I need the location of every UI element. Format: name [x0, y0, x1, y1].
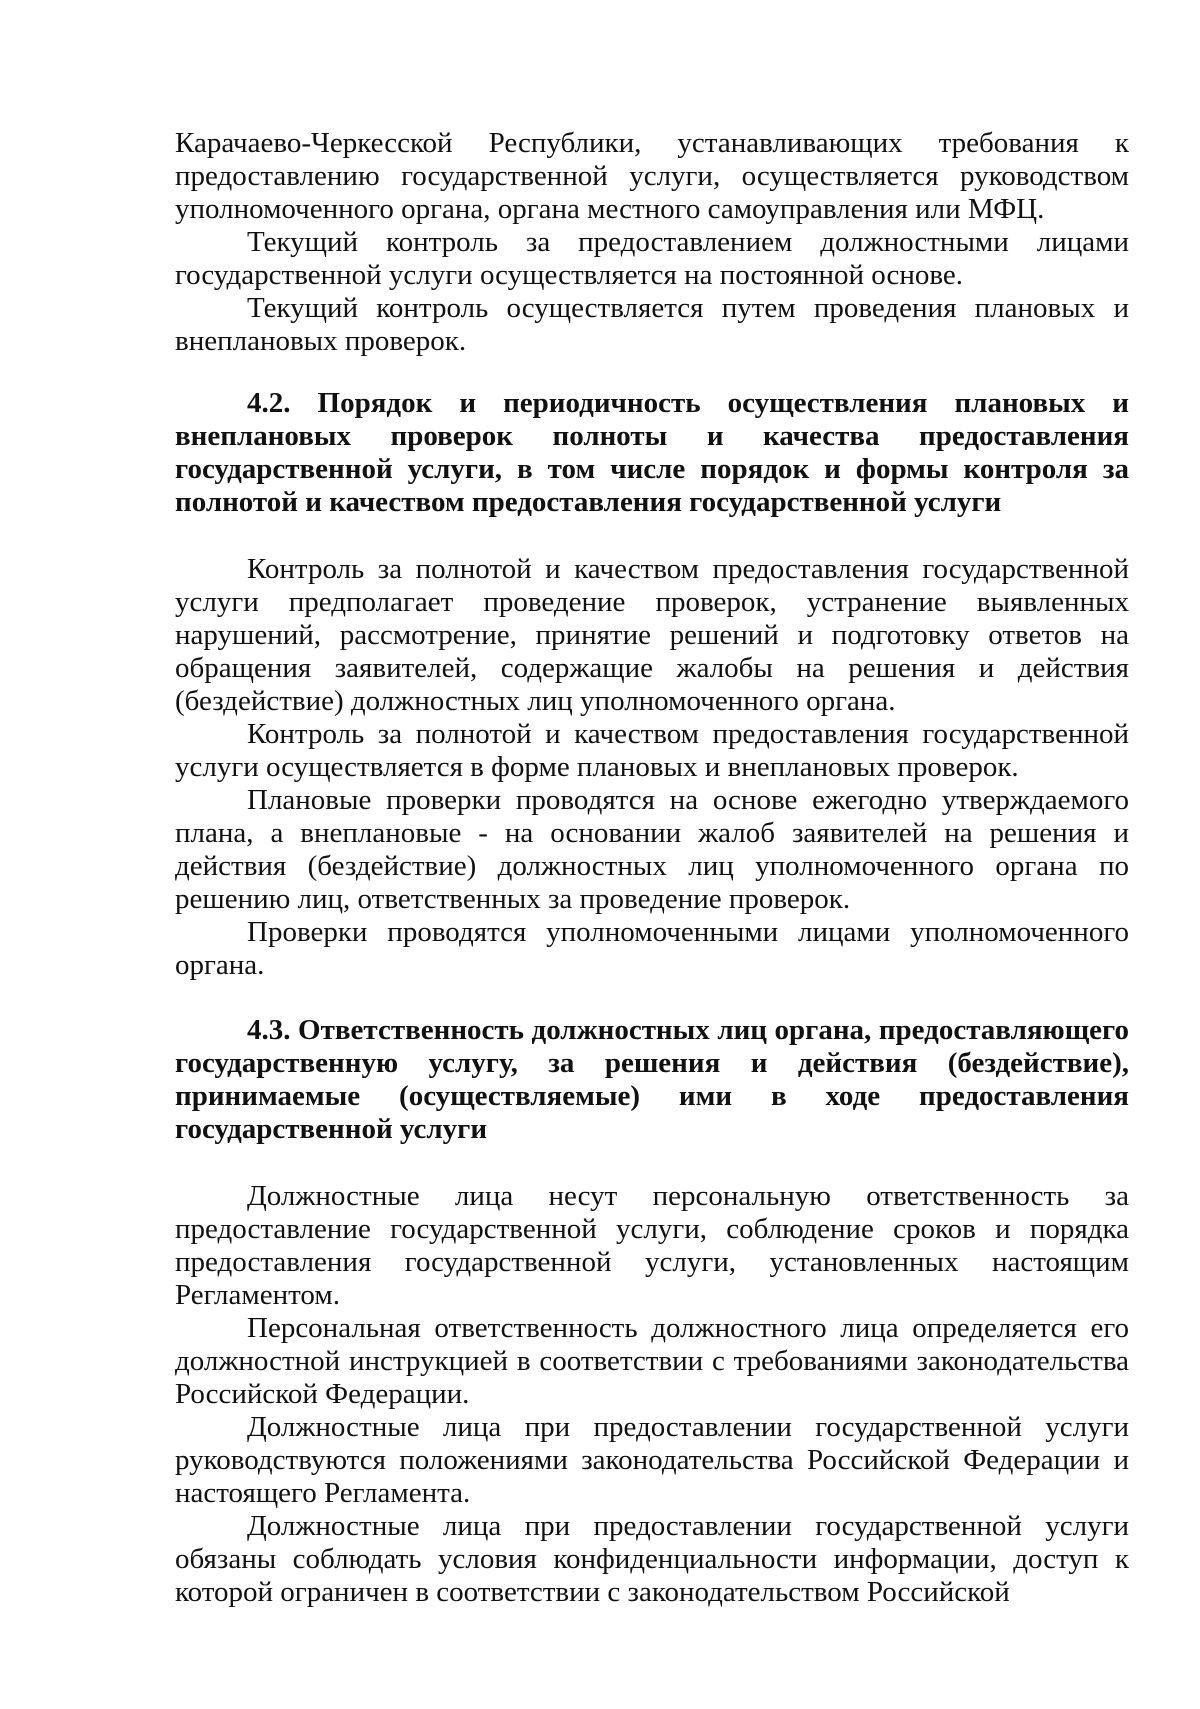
- section-4-3-heading: 4.3. Ответственность должностных лиц органа, предоставляющего государственную услугу, за решения и действия (бездействие), принимаемые (осуществляемые) ими в ходе предоставления государственной услуги: [175, 1014, 1129, 1145]
- intro-block: [175, 127, 1129, 358]
- section-4-2-paragraph-4: Проверки проводятся уполномоченными лицами уполномоченного органа.: [175, 916, 1129, 981]
- intro-paragraph-1: Карачаево-Черкесской Республики, устанавливающих требования к предоставлению государственной услуги, осуществляется руководством уполномоченного органа, органа местного самоуправления или МФЦ.: [175, 127, 1129, 225]
- intro-paragraph-3: Текущий контроль осуществляется путем проведения плановых и внеплановых проверок.: [175, 292, 1129, 357]
- section-4-3-paragraph-1: Должностные лица несут персональную ответственность за предоставление государственной услуги, соблюдение сроков и порядка предоставления государственной услуги, установленных настоящим Регламентом.: [175, 1180, 1129, 1311]
- section-4-2-body: [175, 553, 1129, 982]
- section-4-2-heading-block: [175, 387, 1129, 519]
- section-4-2-paragraph-2: Контроль за полнотой и качеством предоставления государственной услуги осуществляется в форме плановых и внеплановых проверок.: [175, 718, 1129, 783]
- section-4-3-paragraph-4: Должностные лица при предоставлении государственной услуги обязаны соблюдать условия конфиденциальности информации, доступ к которой ограничен в соответствии с законодательством Российской: [175, 1510, 1129, 1608]
- section-4-2-paragraph-3: Плановые проверки проводятся на основе ежегодно утверждаемого плана, а внеплановые - на основании жалоб заявителей на решения и действия (бездействие) должностных лиц уполномоченного органа по решению лиц, ответственных за проведение проверок.: [175, 784, 1129, 915]
- section-4-2-paragraph-1: Контроль за полнотой и качеством предоставления государственной услуги предполагает проведение проверок, устранение выявленных нарушений, рассмотрение, принятие решений и подготовку ответов на обращения заявителей, содержащие жалобы на решения и действия (бездействие) должностных лиц уполномоченного органа.: [175, 553, 1129, 717]
- section-4-2-heading: 4.2. Порядок и периодичность осуществления плановых и внеплановых проверок полноты и качества предоставления государственной услуги, в том числе порядок и формы контроля за полнотой и качеством предоставления государственной услуги: [175, 387, 1129, 518]
- section-4-3-heading-block: [175, 1014, 1129, 1146]
- section-4-3-body: [175, 1180, 1129, 1609]
- section-4-3-paragraph-3: Должностные лица при предоставлении государственной услуги руководствуются положениями законодательства Российской Федерации и настоящего Регламента.: [175, 1411, 1129, 1509]
- intro-paragraph-2: Текущий контроль за предоставлением должностными лицами государственной услуги осуществляется на постоянной основе.: [175, 226, 1129, 291]
- section-4-3-paragraph-2: Персональная ответственность должностного лица определяется его должностной инструкцией в соответствии с требованиями законодательства Российской Федерации.: [175, 1312, 1129, 1410]
